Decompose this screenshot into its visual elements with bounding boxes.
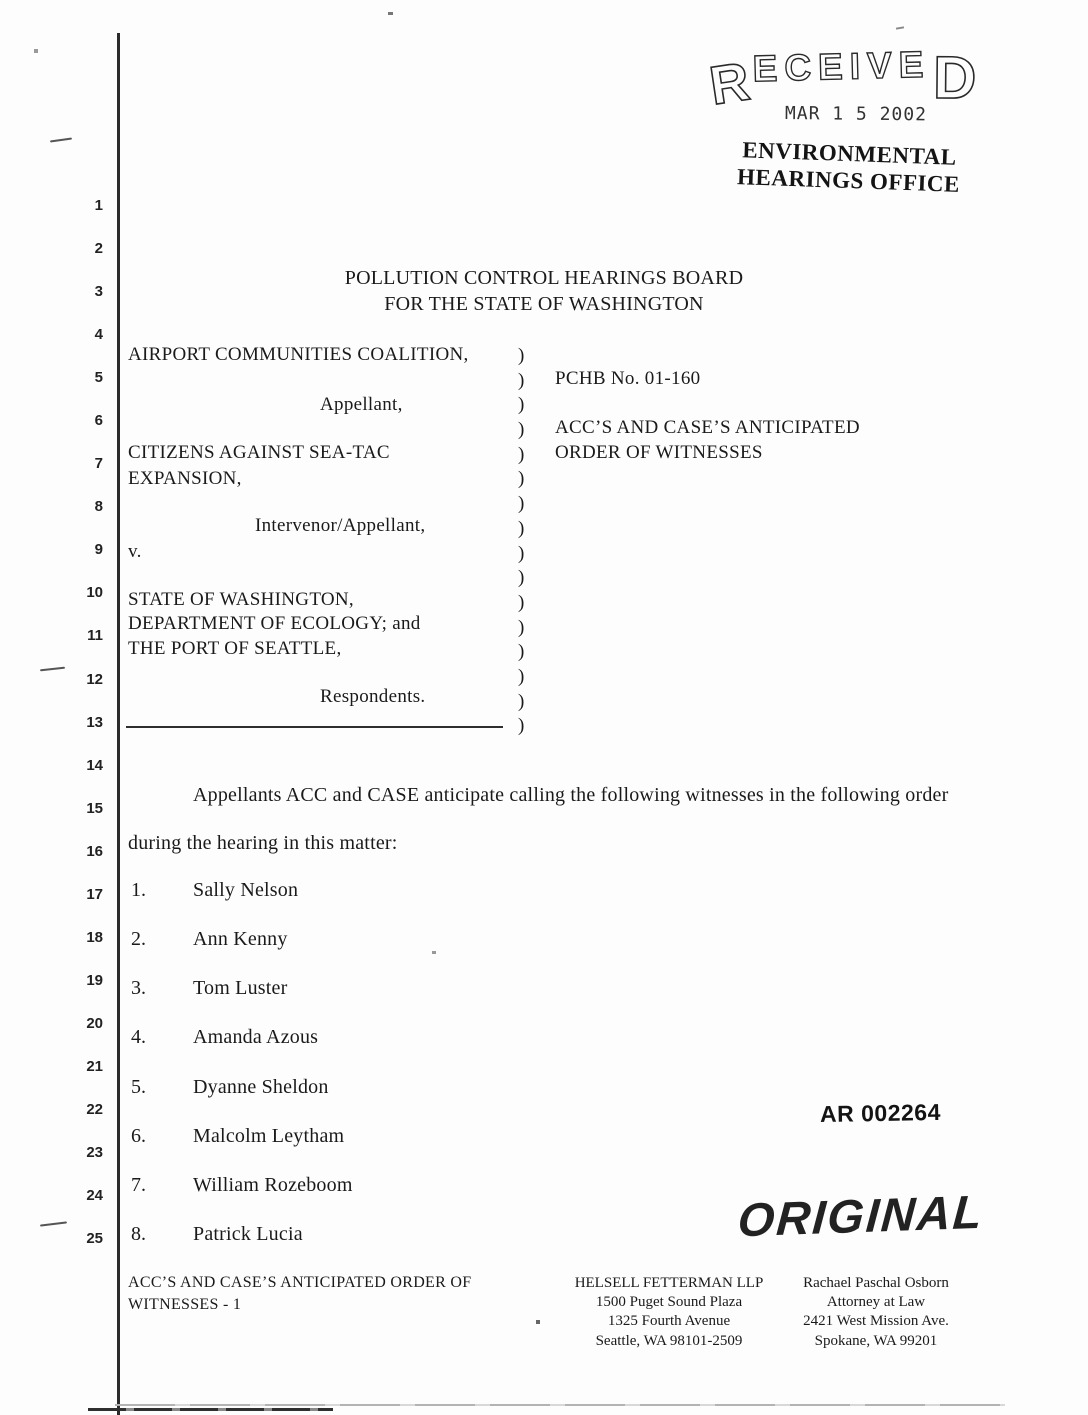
line-number: 24 <box>86 1187 103 1205</box>
attorney-address-line: 2421 West Mission Ave. <box>803 1313 949 1330</box>
line-number: 4 <box>94 326 103 344</box>
witness-number: 4. <box>131 1026 146 1049</box>
witness-row <box>0 1026 620 1075</box>
firm-address-line: 1500 Puget Sound Plaza <box>595 1294 743 1311</box>
witness-row <box>0 1174 620 1223</box>
footer-attorney-spokane <box>788 1274 964 1351</box>
line-number: 15 <box>86 799 103 817</box>
witness-name: Amanda Azous <box>193 1026 319 1049</box>
line-number: 11 <box>87 627 103 645</box>
environmental-hearings-office-stamp <box>725 136 973 199</box>
document-title-line1: ACC’S AND CASE’S ANTICIPATED <box>555 417 860 438</box>
witness-list <box>0 879 620 1272</box>
witness-row <box>0 928 620 977</box>
received-stamp <box>705 43 977 126</box>
scan-artifact-speck <box>34 49 38 53</box>
document-title-line2: ORDER OF WITNESSES <box>555 442 763 463</box>
caption-paren: ) <box>518 542 525 564</box>
witness-number: 3. <box>131 977 146 1000</box>
line-number: 22 <box>86 1100 103 1118</box>
received-letters-mid: ECEIVE <box>752 43 931 90</box>
case-number: PCHB No. 01-160 <box>555 368 701 389</box>
witness-name: Patrick Lucia <box>193 1222 303 1245</box>
firm-address-line: 1325 Fourth Avenue <box>607 1313 731 1330</box>
intervenor-name-line1: CITIZENS AGAINST SEA-TAC <box>128 442 390 463</box>
witness-number: 5. <box>131 1075 146 1098</box>
caption-paren: ) <box>518 715 525 737</box>
scan-artifact-speck <box>432 951 436 954</box>
caption-paren: ) <box>518 369 525 391</box>
line-number: 5 <box>94 369 103 387</box>
intro-paragraph-line1: Appellants ACC and CASE anticipate calling the following witnesses in the following order <box>193 784 949 806</box>
witness-row <box>0 1125 620 1174</box>
line-number: 25 <box>86 1230 103 1248</box>
attorney-address-line: Rachael Paschal Osborn <box>803 1275 949 1291</box>
line-number: 1 <box>94 197 103 214</box>
caption-paren: ) <box>518 641 525 663</box>
firm-address-line: HELSELL FETTERMAN LLP <box>574 1275 764 1291</box>
footer-document-reference <box>128 1272 471 1316</box>
caption-paren: ) <box>518 345 525 366</box>
line-number: 8 <box>94 498 103 516</box>
appellant-role: Appellant, <box>320 394 403 415</box>
caption-paren: ) <box>518 468 525 490</box>
footer-firm-seattle <box>558 1274 780 1351</box>
scan-artifact-speck <box>896 26 904 29</box>
intervenor-role: Intervenor/Appellant, <box>255 515 426 536</box>
line-number: 13 <box>86 713 103 731</box>
witness-number: 8. <box>131 1222 146 1245</box>
respondent-line1: STATE OF WASHINGTON, <box>128 589 354 610</box>
received-letter-r: R <box>705 51 754 117</box>
line-number: 12 <box>86 670 103 688</box>
original-stamp: ORIGINAL <box>736 1184 986 1247</box>
witness-name: Tom Luster <box>193 977 288 1000</box>
court-title-line1: POLLUTION CONTROL HEARINGS BOARD <box>344 267 744 289</box>
line-number: 16 <box>86 842 103 860</box>
caption-paren: ) <box>518 493 525 515</box>
witness-number: 6. <box>131 1124 146 1147</box>
witness-name: William Rozeboom <box>193 1173 353 1196</box>
firm-address-line: Seattle, WA 98101-2509 <box>595 1332 743 1349</box>
witness-number: 2. <box>131 928 146 951</box>
received-date-stamp: MAR 1 5 2002 <box>784 103 928 126</box>
caption-paren: ) <box>518 616 525 638</box>
witness-number: 1. <box>131 879 146 901</box>
ar-number-stamp: AR 002264 <box>819 1098 942 1128</box>
attorney-address-line: Attorney at Law <box>826 1294 926 1311</box>
line-number: 14 <box>86 756 103 774</box>
scan-page-bottom-edge <box>115 1404 1005 1406</box>
footer-doc-ref-line1: ACC’S AND CASE’S ANTICIPATED ORDER OF <box>128 1274 472 1291</box>
line-number: 19 <box>86 971 103 989</box>
witness-name: Ann Kenny <box>193 928 288 951</box>
line-number: 23 <box>86 1144 103 1162</box>
caption-paren-column <box>518 344 524 739</box>
caption-paren: ) <box>518 419 525 441</box>
scan-page-bottom-edge-dark <box>88 1408 333 1411</box>
caption-paren: ) <box>518 394 525 416</box>
office-stamp-line1: ENVIRONMENTAL <box>741 137 958 170</box>
witness-row <box>0 879 620 928</box>
witness-name: Malcolm Leytham <box>193 1124 345 1147</box>
office-stamp-line2: HEARINGS OFFICE <box>736 164 961 197</box>
witness-name: Dyanne Sheldon <box>193 1075 329 1098</box>
attorney-address-line: Spokane, WA 99201 <box>814 1332 938 1349</box>
respondent-role: Respondents. <box>320 686 426 707</box>
caption-paren: ) <box>518 591 525 613</box>
line-number: 9 <box>94 541 103 559</box>
witness-name: Sally Nelson <box>193 879 299 901</box>
scan-artifact-dash <box>50 137 72 142</box>
scan-artifact-speck <box>536 1320 540 1324</box>
witness-number: 7. <box>131 1173 146 1196</box>
caption-paren: ) <box>518 690 525 712</box>
caption-paren: ) <box>518 665 525 687</box>
line-number: 17 <box>86 885 103 903</box>
line-number: 2 <box>94 240 103 258</box>
received-letter-d: D <box>932 43 977 112</box>
caption-underline <box>126 726 503 728</box>
footer-doc-ref-line2: WITNESSES - 1 <box>128 1296 242 1313</box>
line-number: 20 <box>86 1014 103 1032</box>
line-number: 18 <box>86 928 103 946</box>
caption-paren: ) <box>518 567 525 589</box>
appellant-name: AIRPORT COMMUNITIES COALITION, <box>128 344 469 365</box>
line-number: 7 <box>94 455 103 473</box>
witness-row <box>0 1076 620 1125</box>
scan-artifact-speck <box>388 12 393 15</box>
line-number: 3 <box>94 283 103 301</box>
intro-paragraph-line2: during the hearing in this matter: <box>128 832 398 854</box>
versus-label: v. <box>128 541 142 562</box>
caption-paren: ) <box>518 443 525 465</box>
respondent-line2: DEPARTMENT OF ECOLOGY; and <box>128 613 421 634</box>
intervenor-name-line2: EXPANSION, <box>128 468 242 489</box>
caption-paren: ) <box>518 517 525 539</box>
line-number: 21 <box>86 1057 103 1075</box>
court-title-line2: FOR THE STATE OF WASHINGTON <box>384 293 704 315</box>
line-number: 6 <box>94 412 103 430</box>
line-number: 10 <box>86 584 103 602</box>
witness-row <box>0 1223 620 1272</box>
witness-row <box>0 977 620 1026</box>
respondent-line3: THE PORT OF SEATTLE, <box>128 638 342 659</box>
